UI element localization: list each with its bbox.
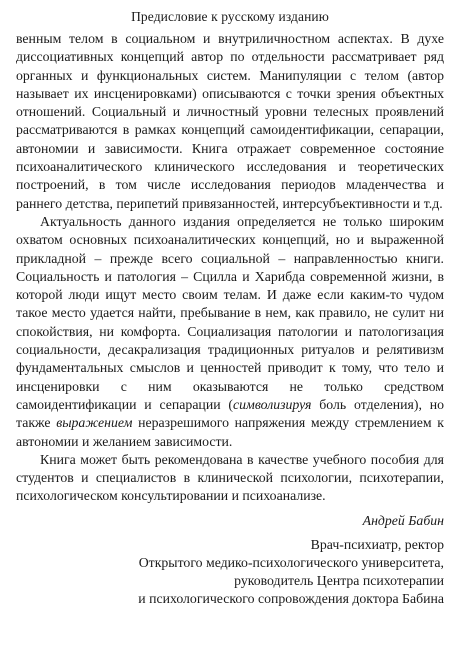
credential-line: руководитель Центра психотерапии [234,573,444,589]
paragraph-recommendation: Книга может быть рекомендована в качестве учебного пособия для студентов и специалистов в клинической психологии, психотерапии, психологическом консультировании и психоанализе. [16,451,444,504]
paragraph-text: боль отделения), но также [16,396,444,431]
book-page [16,8,444,644]
author-signature: Андрей Бабин [362,512,444,528]
credential-line: и психологического сопровождения доктора Бабина [138,591,444,607]
credential-line: Открытого медико-психологического университета, [138,554,444,570]
author-credentials [16,536,444,609]
paragraph-relevance [16,213,444,451]
italic-term-symbolizing: символизируя [233,396,312,412]
italic-term-expression: выражением [56,415,133,431]
paragraph-continuation: венным телом в социальном и внутриличностном аспектах. В духе диссоциативных концепций автор по отдельности рассматривает ряд органных и функциональных систем. Манипуляции с телом (автор называет их инсценировками) описываются с точки зрения объектных отношений. Социальный и личностный уровни телесных проявлений рассматриваются в рамках концепций самоидентификации, сепарации, автономии и зависимости. Книга отражает современное состояние психоаналитического клинического исследования и теоретических построений, в том числе исследования периодов младенчества и раннего детства, перипетий привязанностей, интерсубъективности и т.д. [16,31,444,211]
credential-line: Врач-психиатр, ректор [310,536,444,552]
paragraph-text: неразрешимого напряжения между стремлением к автономии и желанием зависимости. [16,415,444,449]
body-text [16,30,444,506]
running-header: Предисловие к русскому изданию [131,9,329,24]
paragraph-text: Актуальность данного издания определяется не только широким охватом основных психоаналитических концепций, но и выраженной прикладной – прежде всего социальной – направленностью книги. Социальность и патология – Сцилла и Харибда современной жизни, в которой люди ищут место своим телам. И даже если каким-то чудом такое место удается найти, пребывание в нем, как правило, не сулит ни спокойствия, ни комфорта. Социализация патологии и патологизация социальности, десакрализация традиционных ритуалов и релятивизм фундаментальных смыслов и ценностей приводит к тому, что тело и инсценировки с ним оказываются не только средством самоидентификации и сепарации ( [16,213,444,412]
